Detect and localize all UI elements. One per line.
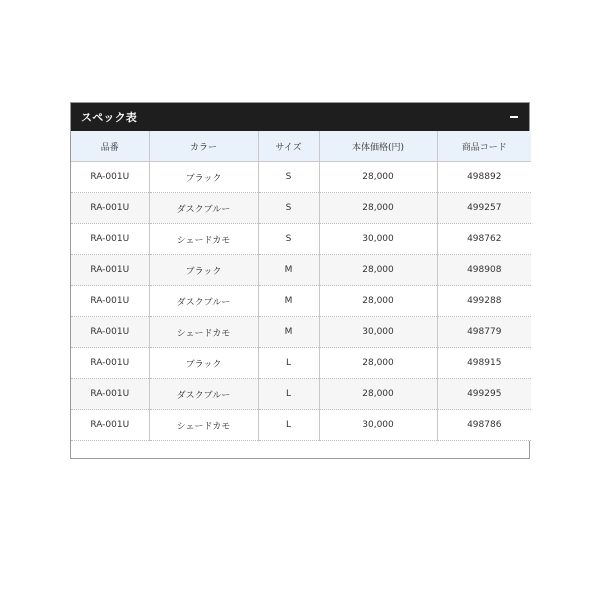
table-row: [71, 410, 531, 441]
size-cell: S: [258, 162, 319, 193]
price-cell: 30,000: [319, 317, 437, 348]
product-number-cell: RA-001U: [71, 317, 149, 348]
product-code-cell: 498786: [437, 410, 531, 441]
color-cell: ダスクブルー: [149, 379, 258, 410]
product-number-cell: RA-001U: [71, 224, 149, 255]
product-code-cell: 498892: [437, 162, 531, 193]
column-header-price: 本体価格(円): [319, 131, 437, 162]
product-number-cell: RA-001U: [71, 410, 149, 441]
size-cell: S: [258, 224, 319, 255]
product-code-cell: 499295: [437, 379, 531, 410]
minus-icon: [510, 116, 518, 118]
size-cell: M: [258, 317, 319, 348]
price-cell: 30,000: [319, 410, 437, 441]
table-header-row: [71, 131, 531, 162]
price-cell: 30,000: [319, 224, 437, 255]
panel-title: スペック表: [81, 111, 137, 124]
table-row: [71, 348, 531, 379]
product-number-cell: RA-001U: [71, 379, 149, 410]
product-code-cell: 499288: [437, 286, 531, 317]
spec-table-panel: [70, 102, 530, 459]
product-code-cell: 498915: [437, 348, 531, 379]
table-row: [71, 379, 531, 410]
price-cell: 28,000: [319, 348, 437, 379]
product-number-cell: RA-001U: [71, 286, 149, 317]
product-number-cell: RA-001U: [71, 162, 149, 193]
table-row: [71, 162, 531, 193]
product-code-cell: 499257: [437, 193, 531, 224]
price-cell: 28,000: [319, 379, 437, 410]
product-number-cell: RA-001U: [71, 193, 149, 224]
size-cell: M: [258, 286, 319, 317]
product-number-cell: RA-001U: [71, 348, 149, 379]
table-body: [71, 162, 531, 441]
table-row: [71, 286, 531, 317]
size-cell: L: [258, 348, 319, 379]
product-code-cell: 498762: [437, 224, 531, 255]
table-row: [71, 193, 531, 224]
table-row: [71, 255, 531, 286]
panel-header: [71, 103, 529, 131]
column-header-product-code: 商品コード: [437, 131, 531, 162]
collapse-button[interactable]: [507, 110, 521, 124]
size-cell: L: [258, 379, 319, 410]
color-cell: シェードカモ: [149, 317, 258, 348]
size-cell: L: [258, 410, 319, 441]
color-cell: シェードカモ: [149, 410, 258, 441]
spec-table: [71, 131, 531, 441]
color-cell: ブラック: [149, 255, 258, 286]
size-cell: S: [258, 193, 319, 224]
product-code-cell: 498908: [437, 255, 531, 286]
size-cell: M: [258, 255, 319, 286]
price-cell: 28,000: [319, 286, 437, 317]
product-code-cell: 498779: [437, 317, 531, 348]
product-number-cell: RA-001U: [71, 255, 149, 286]
table-row: [71, 317, 531, 348]
column-header-product-number: 品番: [71, 131, 149, 162]
column-header-size: サイズ: [258, 131, 319, 162]
column-header-color: カラー: [149, 131, 258, 162]
color-cell: ダスクブルー: [149, 286, 258, 317]
color-cell: ブラック: [149, 162, 258, 193]
color-cell: ブラック: [149, 348, 258, 379]
price-cell: 28,000: [319, 162, 437, 193]
price-cell: 28,000: [319, 193, 437, 224]
table-row: [71, 224, 531, 255]
color-cell: シェードカモ: [149, 224, 258, 255]
price-cell: 28,000: [319, 255, 437, 286]
color-cell: ダスクブルー: [149, 193, 258, 224]
